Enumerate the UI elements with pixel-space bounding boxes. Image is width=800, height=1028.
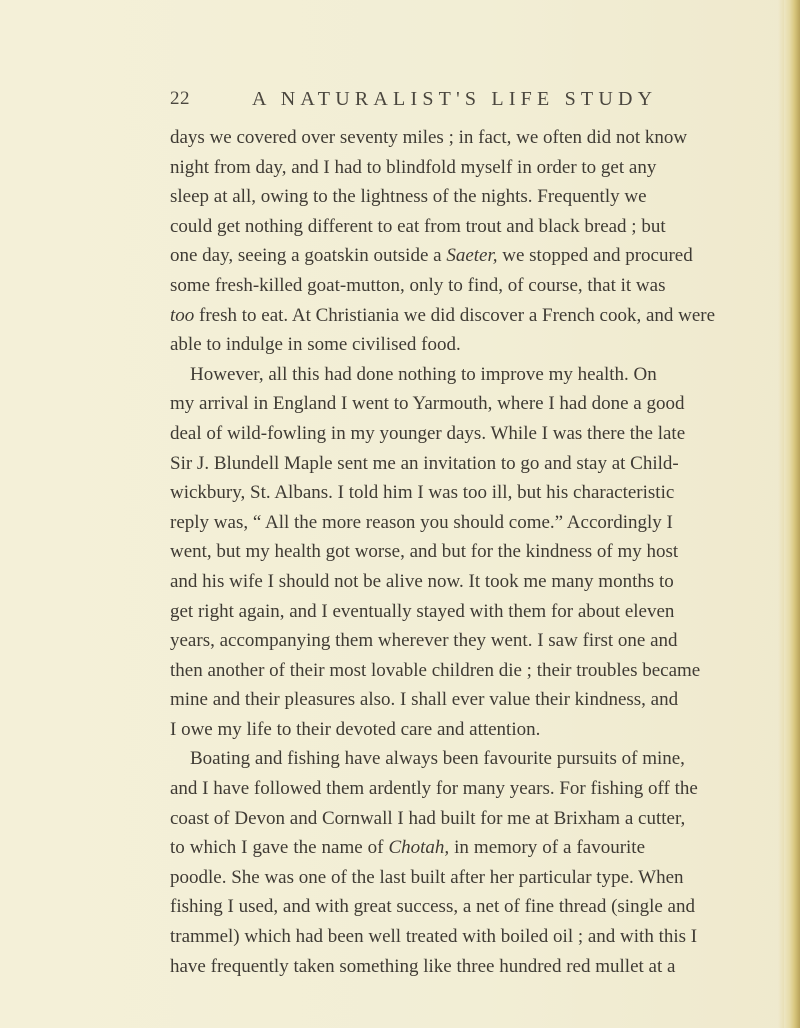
italic-term-saeter: Saeter, <box>446 245 498 267</box>
page-header <box>170 88 658 118</box>
text-line: wickbury, St. Albans. I told him I was too ill, but his characteristic <box>170 482 675 504</box>
text-line: my arrival in England I went to Yarmouth, where I had done a good <box>170 393 685 415</box>
italic-term-chotah: Chotah, <box>388 837 450 859</box>
body-text <box>170 123 716 981</box>
text-line: trammel) which had been well treated with boiled oil ; and with this I <box>170 926 698 948</box>
text-line: I owe my life to their devoted care and attention. <box>170 718 541 740</box>
text-segment: to which I gave the name of <box>170 837 384 859</box>
text-line <box>170 301 716 331</box>
text-line: days we covered over seventy miles ; in fact, we often did not know <box>170 127 688 148</box>
text-line: Boating and fishing have always been favourite pursuits of mine, <box>190 748 685 770</box>
text-line: could get nothing different to eat from trout and black bread ; but <box>170 215 666 237</box>
text-line: deal of wild-fowling in my younger days. While I was there the late <box>170 422 686 444</box>
text-line: able to indulge in some civilised food. <box>170 334 461 356</box>
text-line: and his wife I should not be alive now. It took me many months to <box>170 570 674 592</box>
italic-term-too: too <box>170 304 195 326</box>
text-line: have frequently taken something like three hundred red mullet at a <box>170 955 676 977</box>
text-line: night from day, and I had to blindfold myself in order to get any <box>170 156 657 178</box>
text-line: went, but my health got worse, and but for the kindness of my host <box>170 541 679 563</box>
running-title: A NATURALIST'S LIFE STUDY <box>252 88 658 110</box>
text-segment: one day, seeing a goatskin outside a <box>170 245 442 267</box>
text-line: and I have followed them ardently for many years. For fishing off the <box>170 778 698 800</box>
text-line: coast of Devon and Cornwall I had built for me at Brixham a cutter, <box>170 807 686 829</box>
text-line: sleep at all, owing to the lightness of the nights. Frequently we <box>170 186 647 208</box>
text-line: mine and their pleasures also. I shall ever value their kindness, and <box>170 689 679 711</box>
text-line: fishing I used, and with great success, a net of fine thread (single and <box>170 896 695 918</box>
page-edge <box>784 0 800 1028</box>
text-line: years, accompanying them wherever they went. I saw first one and <box>170 630 678 652</box>
text-line <box>170 833 645 863</box>
text-line: get right again, and I eventually stayed with them for about eleven <box>170 600 675 622</box>
text-segment: in memory of a favourite <box>454 837 646 859</box>
text-line: some fresh-killed goat-mutton, only to find, of course, that it was <box>170 274 666 296</box>
text-line <box>170 241 693 271</box>
text-line: Sir J. Blundell Maple sent me an invitation to go and stay at Child- <box>170 452 679 474</box>
text-line: However, all this had done nothing to improve my health. On <box>190 363 657 385</box>
text-segment: we stopped and procured <box>502 245 693 267</box>
text-line: poodle. She was one of the last built after her particular type. When <box>170 866 684 888</box>
text-line: then another of their most lovable children die ; their troubles became <box>170 659 701 681</box>
page-number: 22 <box>170 88 190 109</box>
text-segment: fresh to eat. At Christiania we did discover a French cook, and were <box>199 304 716 326</box>
text-line: reply was, “ All the more reason you should come.” Accordingly I <box>170 511 673 533</box>
